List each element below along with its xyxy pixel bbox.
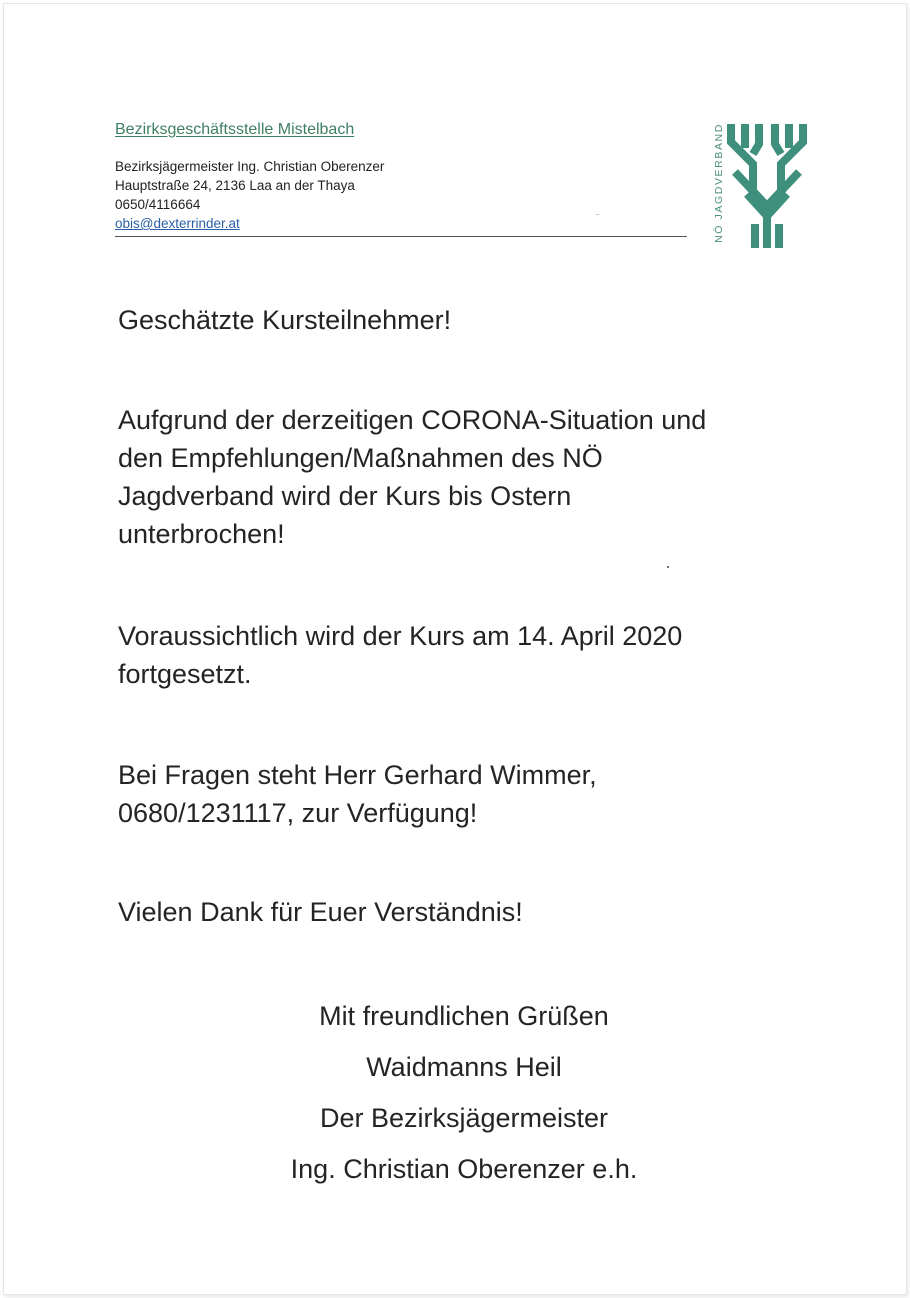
scan-speck	[667, 566, 669, 568]
closing-signature	[204, 991, 724, 1195]
paragraph-resume-date	[118, 617, 682, 693]
paragraph-line: Jagdverband wird der Kurs bis Ostern	[118, 481, 572, 511]
paragraph-line: 0680/1231117, zur Verfügung!	[118, 798, 478, 828]
scan-speck	[596, 214, 599, 215]
contact-email-link[interactable]: obis@dexterrinder.at	[115, 216, 240, 231]
paragraph-line: den Empfehlungen/Maßnahmen des NÖ	[118, 443, 603, 473]
paragraph-thanks: Vielen Dank für Euer Verständnis!	[118, 897, 523, 927]
contact-address: Hauptstraße 24, 2136 Laa an der Thaya	[115, 178, 355, 193]
header-divider	[115, 236, 687, 237]
letter-greeting: Geschätzte Kursteilnehmer!	[118, 305, 452, 335]
closing-line: Waidmanns Heil	[366, 1052, 562, 1082]
paragraph-corona-notice	[118, 401, 706, 553]
letter-page	[3, 3, 907, 1295]
paragraph-line: Voraussichtlich wird der Kurs am 14. April 2020	[118, 621, 683, 651]
contact-phone: 0650/4116664	[115, 197, 201, 212]
paragraph-line: Aufgrund der derzeitigen CORONA-Situation und	[118, 405, 707, 435]
paragraph-contact-person	[118, 756, 597, 832]
contact-name: Bezirksjägermeister Ing. Christian Oberenzer	[115, 159, 385, 174]
contact-block	[115, 157, 384, 233]
jagdverband-logo	[699, 120, 811, 254]
paragraph-line: Bei Fragen steht Herr Gerhard Wimmer,	[118, 760, 597, 790]
paragraph-line: fortgesetzt.	[118, 659, 252, 689]
office-title: Bezirksgeschäftsstelle Mistelbach	[115, 121, 355, 138]
antler-logo-icon	[727, 120, 807, 252]
closing-line: Der Bezirksjägermeister	[319, 1103, 609, 1133]
logo-text: NÖ JAGDVERBAND	[713, 123, 725, 243]
closing-line: Mit freundlichen Grüßen	[319, 1001, 609, 1031]
closing-line: Ing. Christian Oberenzer e.h.	[290, 1154, 638, 1184]
paragraph-line: unterbrochen!	[118, 519, 285, 549]
